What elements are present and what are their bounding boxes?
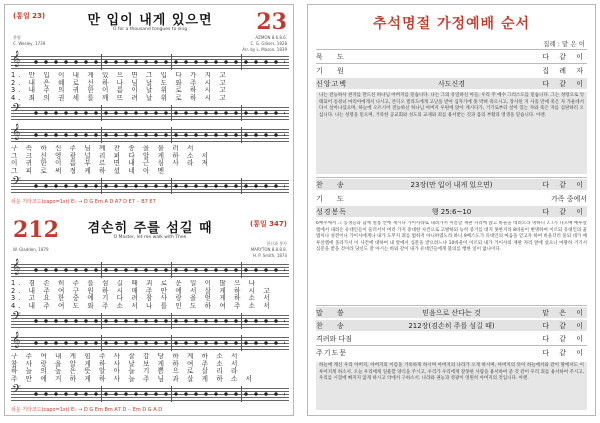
music-staff: 𝄢 — [11, 105, 289, 121]
hymn-title: 만 입이 내게 있으면 — [87, 13, 213, 28]
lyric-line: 3. 내 주 의 귀 한 이 름 이 날 위 로 하 시 고 — [11, 86, 229, 94]
lyric-line: 1. 겸 손 히 주 를 섬 길 때 괴 로 운 일 이 많 으 나 — [11, 280, 259, 287]
lyrics-verse-block — [11, 72, 289, 102]
hymn-number: 212 — [13, 217, 59, 243]
lyric-line: 하 늘 의 높 은 뜻 알 아 늘 기 쁨 으 로 살 리 라 — [11, 367, 241, 375]
hymn-tune: MARYTON 8.8.8.8. — [250, 247, 287, 252]
scripture-text: 6예수께서 그 동생들과 함께 열흘 안에 계시다 가이사랴로 내려가서 이튿날 재판 자리에 앉고 바울을 데려오라 명하니 7그가 나오매 예루살렘에서 내려온 유대인들이 둘러서서 여러 가지 중대한 사건으로 고발하되 능히 증거를 대지 못한지라 8바울이 변명하여 이르되 유대인의 율법이나 성전이나 가이사에게나 내가 도무지 죄를 범하지 아니하였노라 하니 9베스도가 유대인의 마음을 얻고자 하여 바울더러 묻되 네가 예루살렘에 올라가서 이 사건에 대하여 내 앞에서 심문을 받으려느냐 10바울이 이르되 내가 가이사의 재판 자리 앞에 섰으니 마땅히 거기서 심문을 받을 것이라 당신도 잘 아시는 바와 같이 내가 유대인들에게 불의를 행한 일이 없나이다. — [316, 221, 587, 253]
hymn-header — [11, 9, 289, 53]
hymn-meter: 찬양 — [13, 35, 21, 40]
lyric-line: 주 안 에 거 하 게 하 사 늘 주 님 과 살 게 하 소 서 — [11, 374, 256, 383]
music-staff: 𝄢 — [11, 178, 289, 194]
order-row-lords-prayer — [316, 347, 587, 358]
lyric-line: 그 크 신 영 광 널 리 펴 다 알 게 하 소 서 — [11, 151, 212, 160]
hymn-composer: H. P. Smith, 1874 — [252, 253, 287, 258]
row-detail: 212장(겸손히 주를 섬길 때) — [408, 322, 495, 330]
lyric-line: 참 사 랑 을 알 게 하 사 날 보 게 하 여 주 소 서 — [11, 359, 241, 368]
old-hymn-number: (통일 23) — [13, 12, 46, 20]
row-label: 찬 송 — [316, 181, 350, 189]
lyric-line: 4. 죄 의 권 세 를 깨 뜨 려 날 위 로 하 시 고 — [11, 93, 229, 102]
row-label: 기 원 — [316, 67, 350, 75]
row-leader: 다 같 이 — [542, 208, 587, 216]
music-staff: 𝄞 — [11, 127, 289, 143]
divider — [316, 177, 587, 178]
row-detail: 사도신경 — [437, 80, 466, 88]
hymn-sheet — [4, 4, 294, 416]
music-staff: 𝄢 — [11, 313, 289, 329]
row-leader: 다 같 이 — [542, 349, 587, 357]
guitar-chords: 쉬운 기타코드(capo=1st) E♭ → D G Em A D A7 D E7 ·· B7 E7 — [11, 199, 156, 205]
leader-label: 집례 : — [543, 40, 560, 48]
leader-line — [543, 39, 585, 48]
lyrics-verse-block — [11, 353, 289, 383]
order-row-prayer — [316, 193, 587, 204]
hymn-header — [11, 217, 289, 261]
row-label: 주기도문 — [316, 349, 348, 357]
hymn-title: 겸손히 주를 섬길 때 — [87, 221, 213, 236]
order-row-hymn-1 — [316, 179, 587, 190]
order-row-scripture — [316, 206, 587, 217]
english-title: O Master, let me walk with Thee — [113, 235, 187, 240]
hymn-meter: 헌신과 봉사 — [266, 241, 287, 246]
lyric-line: 구 주 여 내 게 힘 주 사 잘 감 당 하 게 하 소 서 — [11, 353, 241, 360]
lyric-line: 2. 내 주 여 구 원 하 시 매 주 안 에 서 살 게 하 시 고 — [11, 286, 273, 295]
worship-title: 추석명절 가정예배 순서 — [373, 16, 530, 32]
row-detail: 행 25:6~10 — [431, 208, 472, 216]
row-leader: 다 같 이 — [542, 53, 587, 61]
row-leader: 다 같 이 — [542, 181, 587, 189]
row-leader: 다 같 이 — [542, 80, 587, 88]
lyric-line: 그 피 로 써 정 케 하 셨 네 아 멘 — [11, 166, 168, 175]
row-label: 묵 도 — [316, 53, 350, 61]
hymn-number: 23 — [256, 9, 287, 35]
order-row-encouragement — [316, 333, 587, 344]
hymn-composer: C. G. Gläser, 1828 — [250, 41, 287, 46]
row-leader: 집 례 자 — [542, 67, 587, 75]
row-label: 격려와 다짐 — [316, 335, 353, 343]
lords-prayer-text: 하늘에 계신 우리 아버지, 아버지의 이름을 거룩하게 하시며 아버지의 나라가 오게 하시며, 아버지의 뜻이 하늘에서와 같이 땅에서도 이루어지게 하소서. 오늘 우리에게 일용할 양식을 주시고, 우리가 우리에게 잘못한 사람을 용서하여 준 것 같이 우리 죄를 용서하여 주시고, 우리를 시험에 빠지지 않게 하시고 악에서 구하소서. 나라와 권능과 영광이 영원히 아버지의 것입니다. 아멘. — [316, 362, 587, 410]
music-staff: 𝄞 — [11, 54, 289, 70]
worship-order — [307, 4, 596, 416]
order-row-creed — [316, 78, 587, 89]
hymn-author: C. Wesley, 1739 — [13, 41, 46, 46]
row-leader: 맡 은 이 — [542, 309, 587, 317]
english-title: O for a thousand tongues to sing — [112, 27, 188, 32]
row-label: 신앙고백 — [316, 80, 348, 88]
row-leader: 가족 중에서 — [550, 195, 587, 203]
row-label: 기 도 — [316, 195, 350, 203]
lyric-line: 1. 만 입 이 내 게 있 으 면 그 입 다 가 지 고 — [11, 72, 229, 79]
order-row-silent-prayer — [316, 51, 587, 62]
hymn-212 — [11, 217, 289, 413]
row-label: 말 씀 — [316, 309, 350, 317]
music-staff: 𝄞 — [11, 335, 289, 351]
divider — [316, 345, 587, 346]
music-staff: 𝄢 — [11, 386, 289, 402]
leader-value: 맡 은 이 — [562, 40, 585, 48]
row-detail: 믿음으로 산다는 것 — [422, 309, 481, 317]
hymn-arranger: Arr. by L. Mason, 1839 — [242, 47, 287, 52]
hymn-tune: AZMON 8.6.8.6. — [255, 35, 287, 40]
guitar-chords: 쉬운 기타코드(capo=1st) E♭ → D G Em Bm A7 D ·· Em D G A D — [11, 407, 163, 413]
row-leader: 다 같 이 — [542, 322, 587, 330]
lyric-line: 이 귀 한 이 름 부 르 면 내 근 심 사 라 져 — [11, 159, 212, 167]
row-leader: 다 같 이 — [542, 335, 587, 343]
old-hymn-number: (통일 347) — [250, 220, 287, 228]
divider — [316, 49, 587, 50]
divider — [316, 63, 587, 64]
order-row-sermon — [316, 307, 587, 318]
hymn-author: W. Gladden, 1879 — [13, 247, 49, 252]
music-staff: 𝄞 — [11, 262, 289, 278]
lyric-line: 2. 내 은 혜 로 신 하 나 님 날 도 와 주 시 고 — [11, 78, 229, 87]
row-label: 성경봉독 — [316, 208, 348, 216]
hymn-23 — [11, 9, 289, 205]
lyric-line: 3. 고 요 한 중 에 기 다 려 참 사 랑 을 얻 게 하 소 서 — [11, 294, 273, 302]
lyric-line: 4. 내 주 여 도 와 주 소 서 나 를 인 도 하 여 주 소 서 — [11, 301, 273, 310]
row-label: 찬 송 — [316, 322, 350, 330]
divider — [316, 305, 587, 306]
lyrics-verse-block — [11, 145, 289, 175]
creed-text: 나는 전능하사 천지를 만드신 하나님 아버지를 믿습니다. 나는 그의 유일하신 아들, 우리 주 예수 그리스도를 믿습니다. 그는 성령으로 잉태되어 동정녀 마리아에게서 나시고, 본디오 빌라도에게 고난을 받아 십자가에 못 박혀 죽으시고, 장사된 지 사흘 만에 죽은 자 가운데서 다시 살아나셨으며, 하늘에 오르시어 전능하신 하나님 아버지 우편에 앉아 계시다가, 거기로부터 살아 있는 자와 죽은 자를 심판하러 오십니다. 나는 성령을 믿으며, 거룩한 공교회와 성도의 교제와 죄를 용서받는 것과 몸의 부활과 영생을 믿습니다. 아멘. — [316, 92, 587, 174]
lyric-line: 구 속 하 신 주 님 께 찬 송 을 불 러 서 — [11, 145, 197, 152]
lyrics-verse-block — [11, 280, 289, 310]
row-detail: 23장(만 입이 내게 있으면) — [410, 181, 493, 189]
order-row-hymn-2 — [316, 320, 587, 331]
order-row-invocation — [316, 65, 587, 76]
